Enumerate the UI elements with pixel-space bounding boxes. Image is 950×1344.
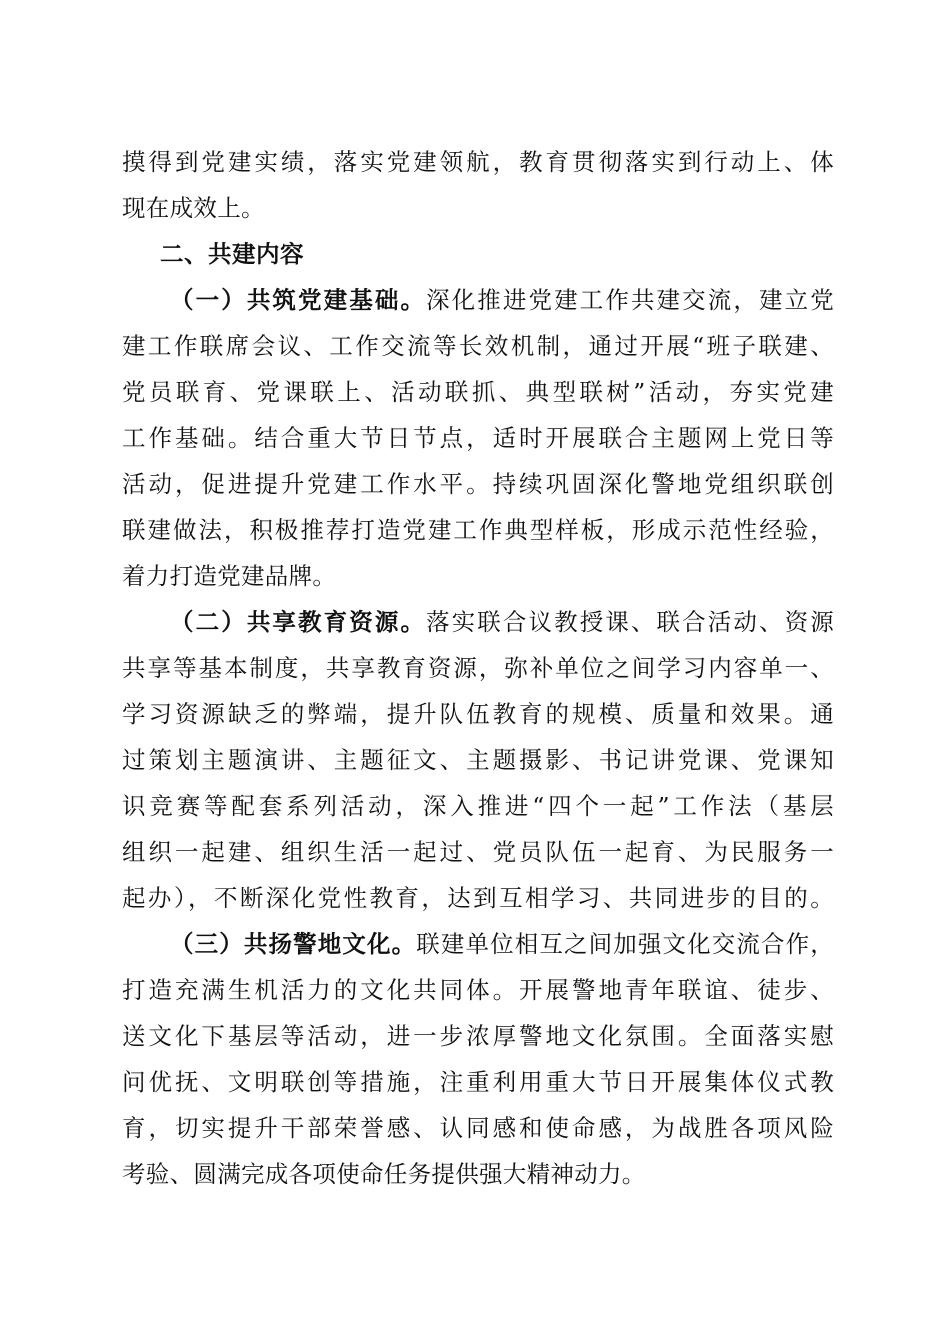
section-heading: 二、共建内容 [160,240,304,268]
paragraph-1-line: 建工作联席会议、工作交流等长效机制，通过开展“班子联建、 [122,332,834,360]
paragraph-1-first-rest: 深化推进党建工作共建交流，建立党 [426,286,834,314]
paragraph-3-line: 育，切实提升干部荣誉感、认同感和使命感，为战胜各项风险 [122,1114,834,1142]
paragraph-1-line: 工作基础。结合重大节日节点，适时开展联合主题网上党日等 [122,424,834,452]
paragraph-3-line: 问优抚、文明联创等措施，注重利用重大节日开展集体仪式教 [122,1068,834,1096]
intro-line-2: 现在成效上。 [122,194,265,222]
paragraph-2-lead: （二）共享教育资源。 [170,608,427,636]
intro-line-1: 摸得到党建实绩，落实党建领航，教育贯彻落实到行动上、体 [122,148,834,176]
paragraph-3-line: 打造充满生机活力的文化共同体。开展警地青年联谊、徒步、 [122,976,834,1004]
paragraph-3-first-line [170,924,834,964]
paragraph-2-line: 识竞赛等配套系列活动，深入推进“四个一起”工作法（基层 [122,792,834,820]
paragraph-2-line: 共享等基本制度，共享教育资源，弥补单位之间学习内容单一、 [122,654,834,682]
paragraph-1-line: 活动，促进提升党建工作水平。持续巩固深化警地党组织联创 [122,470,834,498]
paragraph-3-first-rest: 联建单位相互之间加强文化交流合作， [416,930,834,958]
paragraph-1-first-line [170,280,834,320]
paragraph-2-line: 学习资源缺乏的弊端，提升队伍教育的规模、质量和效果。通 [122,700,834,728]
paragraph-1-line: 党员联育、党课联上、活动联抓、典型联树”活动，夯实党建 [122,378,834,406]
paragraph-2-first-rest: 落实联合议教授课、联合活动、资源 [426,608,834,636]
paragraph-3-line: 考验、圆满完成各项使命任务提供强大精神动力。 [122,1160,646,1188]
paragraph-2-first-line [170,602,834,642]
paragraph-2-line: 起办），不断深化党性教育，达到互相学习、共同进步的目的。 [122,884,834,912]
paragraph-2-line: 过策划主题演讲、主题征文、主题摄影、书记讲党课、党课知 [122,746,834,774]
paragraph-1-line: 联建做法，积极推荐打造党建工作典型样板，形成示范性经验， [122,516,834,544]
paragraph-1-line: 着力打造党建品牌。 [122,562,337,590]
paragraph-2-line: 组织一起建、组织生活一起过、党员队伍一起育、为民服务一 [122,838,834,866]
paragraph-3-line: 送文化下基层等活动，进一步浓厚警地文化氛围。全面落实慰 [122,1022,834,1050]
paragraph-1-lead: （一）共筑党建基础。 [170,286,427,314]
paragraph-3-lead: （三）共扬警地文化。 [170,930,417,958]
